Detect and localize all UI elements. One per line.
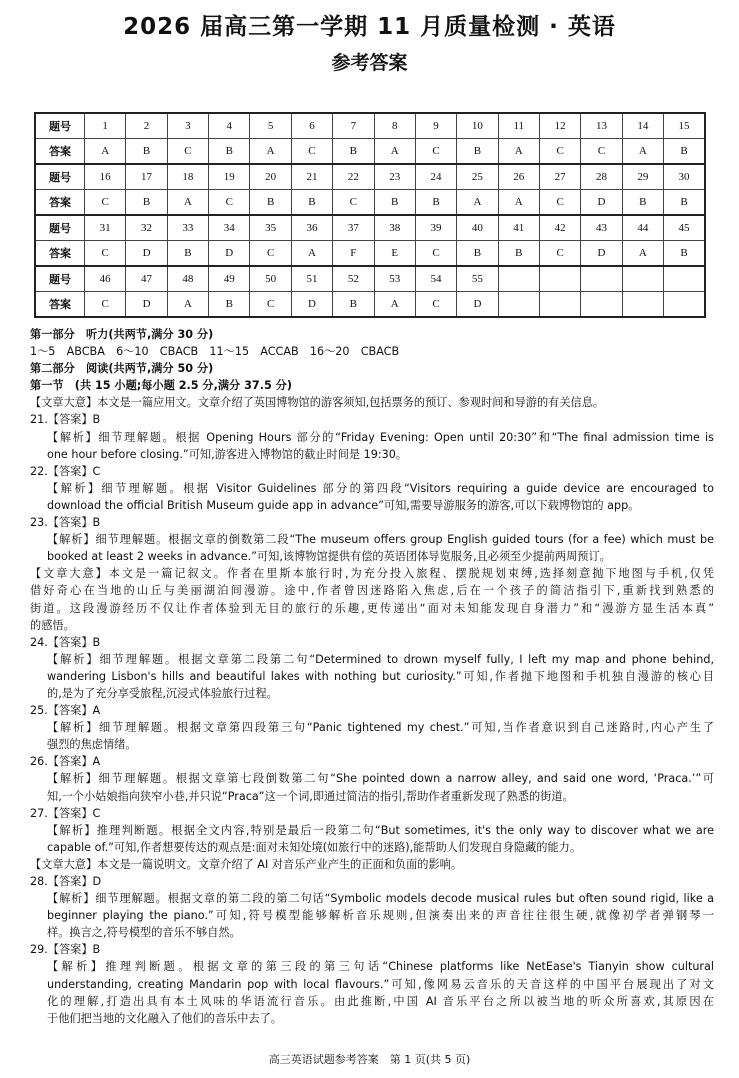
- question-number-row: [35, 113, 705, 139]
- answer-label: 26.【答案】A: [30, 755, 101, 769]
- explanation-line: 【解析】推理判断题。根据全文内容,特别是最后一段第二句“But sometimes, it's the only way to discover what we are: [47, 823, 714, 837]
- answer-cell: A: [622, 241, 663, 267]
- question-number-cell: 12: [539, 113, 580, 139]
- answer-row: [35, 241, 705, 267]
- section-heading-listening: 第一部分 听力(共两节,满分 30 分): [30, 328, 214, 341]
- answer-label: 23.【答案】B: [30, 516, 101, 530]
- explanation-line: capable of.”可知,作者想要传达的观点是:面对未知处境(如旅行中的迷路),能帮助人们发现自身隐藏的能力。: [47, 840, 582, 854]
- question-number-cell: 22: [333, 164, 374, 190]
- question-number-cell: 3: [167, 113, 208, 139]
- question-number-cell: 42: [539, 215, 580, 241]
- answer-cell: B: [664, 190, 705, 216]
- explanation-line: 【解析】细节理解题。根据文章的第二段的第二句话“Symbolic models decode musical rules but often sound rigid, like a: [47, 892, 714, 906]
- answer-cell: B: [291, 190, 332, 216]
- question-number-cell: 26: [498, 164, 539, 190]
- answer-cell: B: [126, 139, 167, 165]
- question-number-cell: 5: [250, 113, 291, 139]
- passage-summary: 【文章大意】本文是一篇说明文。文章介绍了 AI 对音乐产业产生的正面和负面的影响。: [30, 857, 463, 871]
- question-number-cell: 8: [374, 113, 415, 139]
- answer-label: 29.【答案】B: [30, 943, 101, 957]
- row-label: 题号: [35, 164, 85, 190]
- passage-summary: 【文章大意】本文是一篇记叙文。作者在里斯本旅行时,为充分投入旅程、摆脱规划束缚,选择刻意抛下地图与手机,仅凭: [30, 567, 714, 581]
- question-number-cell: 36: [291, 215, 332, 241]
- explanation-line: 于他们把当地的文化融入了他们的音乐中去了。: [47, 1011, 282, 1025]
- explanation-line: 【解析】细节理解题。根据文章第四段第三句“Panic tightened my chest.”可知,当作者意识到自己迷路时,内心产生了: [47, 721, 714, 735]
- answer-cell: B: [664, 241, 705, 267]
- row-label: 答案: [35, 292, 85, 318]
- passage-summary: 借好奇心在当地的山丘与美丽湖泊间漫游。途中,作者曾因迷路陷入焦虑,后在一个孩子的简洁指引下,重新找到熟悉的: [30, 584, 714, 598]
- question-number-cell: 13: [581, 113, 622, 139]
- answer-cell: [498, 292, 539, 318]
- explanation-line: one hour before closing.”可知,游客进入博物馆的截止时间是 19:30。: [47, 447, 408, 461]
- answer-cell: B: [250, 190, 291, 216]
- explanation-line: 【解析】细节理解题。根据 Opening Hours 部分的“Friday Evening: Open until 20:30”和“The final admission time is: [47, 430, 714, 444]
- answer-cell: [664, 292, 705, 318]
- answer-cell: C: [250, 241, 291, 267]
- answer-cell: A: [250, 139, 291, 165]
- answer-cell: B: [209, 292, 250, 318]
- question-number-cell: 24: [415, 164, 456, 190]
- answer-cell: A: [167, 292, 208, 318]
- answer-cell: D: [581, 190, 622, 216]
- question-number-cell: 52: [333, 266, 374, 292]
- question-number-cell: 21: [291, 164, 332, 190]
- question-number-cell: [622, 266, 663, 292]
- page-title: 2026 届高三第一学期 11 月质量检测 · 英语: [123, 14, 616, 40]
- answer-cell: A: [622, 139, 663, 165]
- page-subtitle: 参考答案: [331, 52, 408, 74]
- question-number-cell: 17: [126, 164, 167, 190]
- question-number-cell: 9: [415, 113, 456, 139]
- question-number-cell: 45: [664, 215, 705, 241]
- question-number-cell: 16: [85, 164, 126, 190]
- question-number-cell: 43: [581, 215, 622, 241]
- answer-cell: C: [85, 292, 126, 318]
- explanation-line: 【解析】推理判断题。根据文章的第三段的第三句话“Chinese platforms like NetEase's Tianyin show cultural: [47, 960, 714, 974]
- passage-summary: 【文章大意】本文是一篇应用文。文章介绍了英国博物馆的游客须知,包括票务的预订、参观时间和导游的有关信息。: [30, 396, 605, 410]
- explanation-line: 强烈的焦虑情绪。: [47, 738, 137, 752]
- question-number-cell: 55: [457, 266, 498, 292]
- answer-cell: F: [333, 241, 374, 267]
- answer-table: [34, 112, 706, 318]
- answer-cell: B: [498, 241, 539, 267]
- answer-cell: B: [333, 139, 374, 165]
- question-number-cell: 49: [209, 266, 250, 292]
- question-number-cell: [581, 266, 622, 292]
- explanation-line: download the official British Museum guide app in advance”可知,需要导游服务的游客,可以下载博物馆的 app。: [47, 498, 640, 512]
- explanation-line: 知,一个小姑娘指向狭窄小巷,并只说“Praca”这一个词,即通过简洁的指引,帮助作者重新发现了熟悉的街道。: [47, 789, 574, 803]
- answer-cell: A: [374, 139, 415, 165]
- answer-cell: A: [85, 139, 126, 165]
- answer-cell: [622, 292, 663, 318]
- question-number-cell: 50: [250, 266, 291, 292]
- answer-cell: C: [333, 190, 374, 216]
- question-number-cell: 29: [622, 164, 663, 190]
- explanation-line: beginner playing the piano.”可知,符号模型能够解析音乐规则,但演奏出来的声音往往很生硬,就像初学者弹钢琴一: [47, 909, 714, 923]
- answer-row: [35, 190, 705, 216]
- answer-cell: B: [209, 139, 250, 165]
- question-number-cell: 33: [167, 215, 208, 241]
- answer-cell: D: [291, 292, 332, 318]
- question-number-cell: 11: [498, 113, 539, 139]
- question-number-cell: 44: [622, 215, 663, 241]
- row-label: 题号: [35, 113, 85, 139]
- row-label: 题号: [35, 215, 85, 241]
- answer-label: 25.【答案】A: [30, 704, 101, 718]
- question-number-cell: 19: [209, 164, 250, 190]
- answer-cell: C: [415, 139, 456, 165]
- question-number-cell: 23: [374, 164, 415, 190]
- question-number-cell: 39: [415, 215, 456, 241]
- answer-cell: B: [457, 139, 498, 165]
- answer-cell: C: [167, 139, 208, 165]
- question-number-cell: 27: [539, 164, 580, 190]
- section-heading-reading: 第二部分 阅读(共两节,满分 50 分): [30, 362, 214, 376]
- question-number-cell: 14: [622, 113, 663, 139]
- question-number-cell: 53: [374, 266, 415, 292]
- answer-cell: C: [209, 190, 250, 216]
- question-number-row: [35, 164, 705, 190]
- question-number-cell: 40: [457, 215, 498, 241]
- row-label: 答案: [35, 139, 85, 165]
- explanation-line: 的,是为了充分享受旅程,沉浸式体验旅行过程。: [47, 686, 278, 700]
- question-number-row: [35, 215, 705, 241]
- question-number-cell: 47: [126, 266, 167, 292]
- question-number-cell: 31: [85, 215, 126, 241]
- answer-cell: C: [539, 241, 580, 267]
- row-label: 题号: [35, 266, 85, 292]
- question-number-row: [35, 266, 705, 292]
- answer-cell: D: [457, 292, 498, 318]
- page-footer: 高三英语试题参考答案 第 1 页(共 5 页): [268, 1053, 471, 1066]
- answer-cell: D: [581, 241, 622, 267]
- answer-cell: B: [333, 292, 374, 318]
- answer-cell: A: [167, 190, 208, 216]
- answer-cell: B: [167, 241, 208, 267]
- answer-label: 28.【答案】D: [30, 875, 102, 888]
- explanation-line: understanding, creating Mandarin pop with local flavours.”可知,像网易云音乐的天音这样的中国平台展现出了对文: [47, 977, 714, 991]
- answer-cell: B: [622, 190, 663, 216]
- question-number-cell: 51: [291, 266, 332, 292]
- question-number-cell: 38: [374, 215, 415, 241]
- answer-cell: C: [415, 292, 456, 318]
- listening-answers: 1～5 ABCBA 6～10 CBACB 11～15 ACCAB 16～20 CBACB: [30, 345, 400, 359]
- question-number-cell: 30: [664, 164, 705, 190]
- question-number-cell: 37: [333, 215, 374, 241]
- answer-cell: D: [209, 241, 250, 267]
- answer-cell: C: [581, 139, 622, 165]
- explanation-line: 【解析】细节理解题。根据文章第二段第二句“Determined to drown myself fully, I left my map and phone behind,: [47, 652, 714, 666]
- explanation-line: 样。换言之,符号模型的音乐不够自然。: [47, 926, 241, 940]
- answer-row: [35, 292, 705, 318]
- explanation-line: 【解析】细节理解题。根据文章第七段倒数第二句“She pointed down a narrow alley, and said one word, ‘Praca.’”可: [47, 772, 714, 786]
- answer-cell: [539, 292, 580, 318]
- answer-cell: B: [415, 190, 456, 216]
- question-number-cell: 1: [85, 113, 126, 139]
- question-number-cell: 10: [457, 113, 498, 139]
- section-subheading: 第一节 (共 15 小题;每小题 2.5 分,满分 37.5 分): [30, 379, 292, 393]
- question-number-cell: 32: [126, 215, 167, 241]
- answer-row: [35, 139, 705, 165]
- question-number-cell: 25: [457, 164, 498, 190]
- explanation-line: 【解析】细节理解题。根据文章的倒数第二段“The museum offers group English guided tours (for a fee) which must be: [47, 533, 714, 547]
- answer-cell: B: [457, 241, 498, 267]
- answer-cell: C: [291, 139, 332, 165]
- answer-cell: B: [126, 190, 167, 216]
- explanation-line: wandering Lisbon's hills and beautiful lakes with nothing but curiosity.”可知,作者抛下地图和手机独自漫游的核心目: [47, 669, 714, 683]
- answer-cell: E: [374, 241, 415, 267]
- answer-cell: C: [415, 241, 456, 267]
- row-label: 答案: [35, 241, 85, 267]
- question-number-cell: 6: [291, 113, 332, 139]
- question-number-cell: [664, 266, 705, 292]
- question-number-cell: 2: [126, 113, 167, 139]
- answer-cell: B: [664, 139, 705, 165]
- answer-cell: C: [85, 190, 126, 216]
- answer-explanations: [30, 326, 714, 1027]
- question-number-cell: [539, 266, 580, 292]
- question-number-cell: 28: [581, 164, 622, 190]
- question-number-cell: [498, 266, 539, 292]
- question-number-cell: 48: [167, 266, 208, 292]
- question-number-cell: 15: [664, 113, 705, 139]
- question-number-cell: 4: [209, 113, 250, 139]
- answer-cell: A: [457, 190, 498, 216]
- answer-label: 22.【答案】C: [30, 464, 101, 478]
- answer-cell: C: [250, 292, 291, 318]
- answer-label: 27.【答案】C: [30, 806, 101, 820]
- answer-cell: [581, 292, 622, 318]
- answer-cell: A: [374, 292, 415, 318]
- passage-summary: 街道。这段漫游经历不仅让作者体验到无目的旅行的乐趣,更传递出“面对未知能发现自身潜力”和“漫游方显生活本真”: [30, 601, 714, 615]
- question-number-cell: 54: [415, 266, 456, 292]
- explanation-line: booked at least 2 weeks in advance.”可知,该博物馆提供有偿的英语团体导览服务,且必须至少提前两周预订。: [47, 550, 611, 564]
- explanation-line: 化的理解,打造出具有本土风味的华语流行音乐。由此推断,中国 AI 音乐平台之所以被当地的听众所喜欢,其原因在: [47, 994, 714, 1008]
- answer-cell: A: [291, 241, 332, 267]
- explanation-line: 【解析】细节理解题。根据 Visitor Guidelines 部分的第四段“Visitors requiring a guide device are encouraged to: [47, 481, 714, 495]
- question-number-cell: 34: [209, 215, 250, 241]
- answer-cell: D: [126, 241, 167, 267]
- question-number-cell: 35: [250, 215, 291, 241]
- answer-cell: D: [126, 292, 167, 318]
- answer-label: 24.【答案】B: [30, 635, 101, 649]
- answer-cell: B: [374, 190, 415, 216]
- question-number-cell: 41: [498, 215, 539, 241]
- row-label: 答案: [35, 190, 85, 216]
- question-number-cell: 7: [333, 113, 374, 139]
- passage-summary: 的感悟。: [30, 618, 75, 632]
- answer-cell: A: [498, 139, 539, 165]
- question-number-cell: 46: [85, 266, 126, 292]
- answer-cell: C: [85, 241, 126, 267]
- question-number-cell: 18: [167, 164, 208, 190]
- answer-label: 21.【答案】B: [30, 413, 101, 427]
- question-number-cell: 20: [250, 164, 291, 190]
- answer-cell: C: [539, 190, 580, 216]
- answer-cell: A: [498, 190, 539, 216]
- answer-cell: C: [539, 139, 580, 165]
